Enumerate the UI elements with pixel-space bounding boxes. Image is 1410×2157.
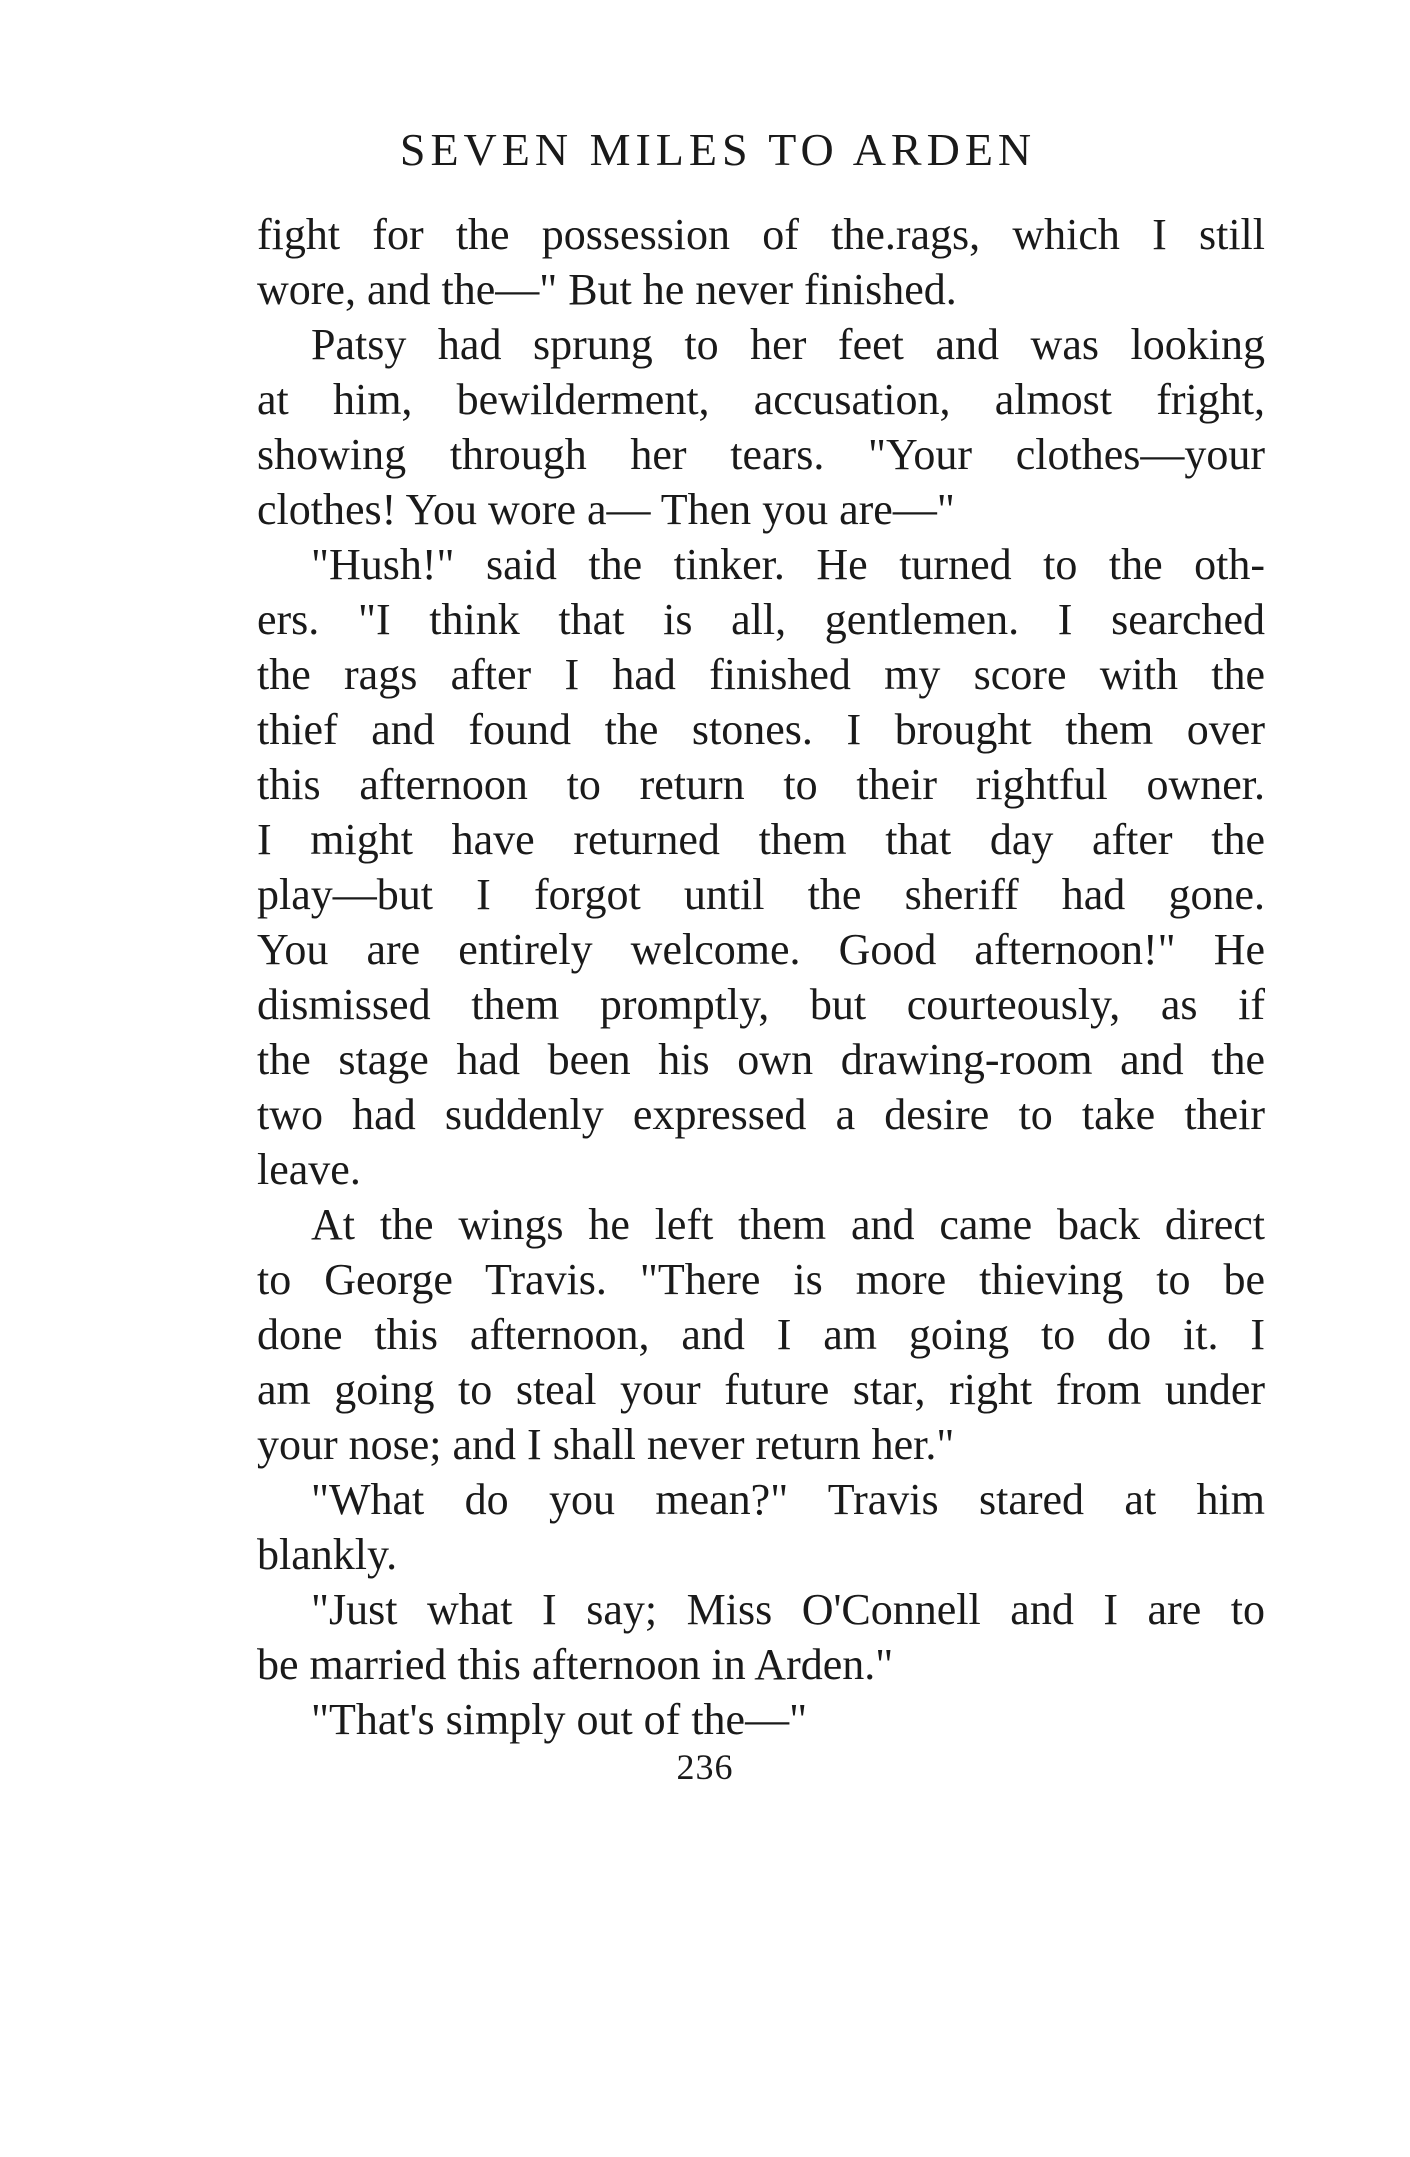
text-line: am going to steal your future star, right from under (257, 1365, 1265, 1414)
text-line: "That's simply out of the—" (311, 1695, 808, 1744)
text-line: play—but I forgot until the sheriff had gone. (257, 870, 1265, 919)
text-line: this afternoon to return to their rightful owner. (257, 760, 1265, 809)
text-line: your nose; and I shall never return her." (257, 1420, 955, 1469)
text-line: clothes! You wore a— Then you are—" (257, 485, 955, 534)
text-line: the rags after I had finished my score with the (257, 650, 1265, 699)
text-line: fight for the possession of the.rags, which I still (257, 210, 1265, 259)
page-number: 236 (676, 1747, 734, 1787)
text-line: I might have returned them that day after the (257, 815, 1265, 864)
text-line: blankly. (257, 1530, 398, 1579)
text-line: wore, and the—" But he never finished. (257, 265, 957, 314)
text-line: dismissed them promptly, but courteously, as if (257, 980, 1265, 1029)
text-line: thief and found the stones. I brought them over (257, 705, 1265, 754)
text-line: At the wings he left them and came back direct (311, 1200, 1265, 1249)
running-head: SEVEN MILES TO ARDEN (399, 124, 1037, 175)
text-line: the stage had been his own drawing-room and the (257, 1035, 1265, 1084)
text-line: be married this afternoon in Arden." (257, 1640, 894, 1689)
text-line: Patsy had sprung to her feet and was looking (311, 320, 1265, 369)
text-line: at him, bewilderment, accusation, almost fright, (257, 375, 1265, 424)
text-line: done this afternoon, and I am going to do it. I (257, 1310, 1265, 1359)
text-line: "Hush!" said the tinker. He turned to the oth- (311, 540, 1265, 589)
text-line: showing through her tears. "Your clothes—your (257, 430, 1265, 479)
text-line: "What do you mean?" Travis stared at him (311, 1475, 1265, 1524)
text-line: You are entirely welcome. Good afternoon!" He (257, 925, 1265, 974)
text-line: "Just what I say; Miss O'Connell and I are to (311, 1585, 1265, 1634)
text-line: two had suddenly expressed a desire to take their (257, 1090, 1265, 1139)
text-line: leave. (257, 1145, 361, 1194)
body-text (257, 207, 1265, 1747)
text-line: to George Travis. "There is more thieving to be (257, 1255, 1265, 1304)
text-line: ers. "I think that is all, gentlemen. I searched (257, 595, 1265, 644)
